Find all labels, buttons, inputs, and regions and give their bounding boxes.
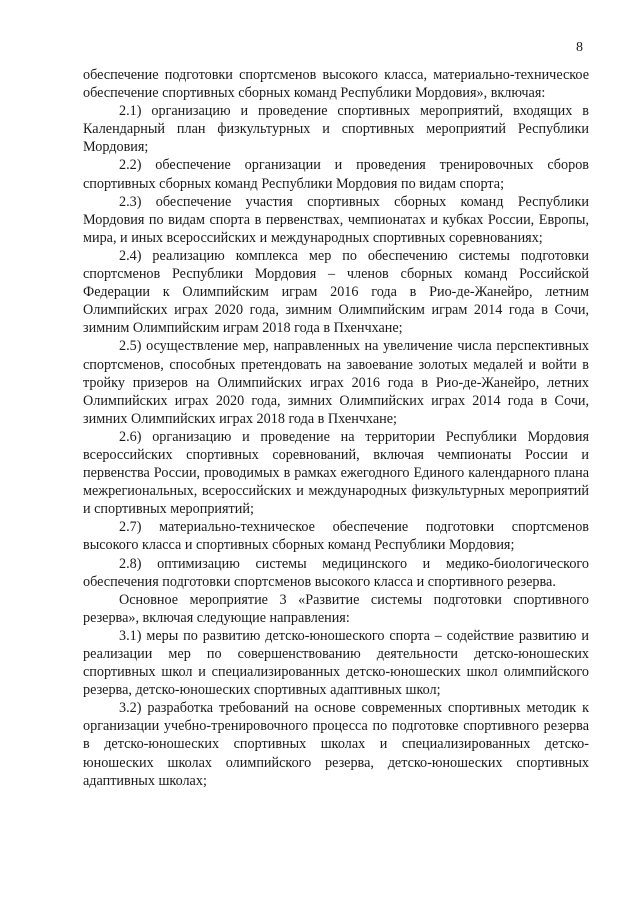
paragraph-2-5: 2.5) осуществление мер, направленных на увеличение числа перспективных спортсменов, способных претендовать на завоевание золотых медалей и войти в тройку призеров на Олимпийских играх 2016 года в Рио-де-Жанейро, летних Олимпийских играх 2020 года, зимних Олимпийских играх 2014 года в Сочи, зимних Олимпийских играх 2018 года в Пхенчхане;	[83, 338, 589, 427]
page-number: 8	[576, 40, 583, 55]
paragraph-activity-3: Основное мероприятие 3 «Развитие системы подготовки спортивного резерва», включая следующие направления:	[83, 591, 589, 626]
paragraph-3-2: 3.2) разработка требований на основе современных спортивных методик к организации учебно-тренировочного процесса по подготовке спортивного резерва в детско-юношеских спортивных школах и специализированных детско-юношеских школах олимпийского резерва, детско-юношеских спортивных адаптивных школах;	[83, 700, 589, 789]
paragraph-2-2: 2.2) обеспечение организации и проведения тренировочных сборов спортивных сборных команд Республики Мордовия по видам спорта;	[83, 157, 589, 192]
paragraph-2-8: 2.8) оптимизацию системы медицинского и медико-биологического обеспечения подготовки спортсменов высокого класса и спортивного резерва.	[83, 555, 589, 590]
paragraph-intro: обеспечение подготовки спортсменов высокого класса, материально-техническое обеспечение спортивных сборных команд Республики Мордовия», включая:	[83, 67, 589, 102]
paragraph-2-6: 2.6) организацию и проведение на территории Республики Мордовия всероссийских спортивных соревнований, включая чемпионаты России и первенства России, проводимых в рамках ежегодного Единого календарного плана межрегиональных, всероссийских и международных физкультурных мероприятий и спортивных мероприятий;	[83, 428, 589, 518]
paragraph-2-4: 2.4) реализацию комплекса мер по обеспечению системы подготовки спортсменов Республики Мордовия – членов сборных команд Российской Федерации к Олимпийским играм 2016 года в Рио-де-Жанейро, летним Олимпийских играх 2020 года, зимним Олимпийским играм 2014 года в Сочи, зимним Олимпийским играм 2018 года в Пхенчхане;	[83, 247, 589, 337]
paragraph-3-1: 3.1) меры по развитию детско-юношеского спорта – содействие развитию и реализации мер по совершенствованию деятельности детско-юношеских спортивных школ и специализированных детско-юношеских школ олимпийского резерва, детско-юношеских спортивных адаптивных школ;	[83, 627, 589, 699]
paragraph-2-3: 2.3) обеспечение участия спортивных сборных команд Республики Мордовия по видам спорта в первенствах, чемпионатах и кубках России, Европы, мира, и иных всероссийских и международных спортивных соревнованиях;	[83, 193, 589, 246]
document-body	[83, 66, 589, 790]
paragraph-2-1: 2.1) организацию и проведение спортивных мероприятий, входящих в Календарный план физкультурных и спортивных мероприятий Республики Мордовия;	[83, 103, 589, 156]
paragraph-2-7: 2.7) материально-техническое обеспечение подготовки спортсменов высокого класса и спортивных сборных команд Республики Мордовия;	[83, 519, 589, 554]
